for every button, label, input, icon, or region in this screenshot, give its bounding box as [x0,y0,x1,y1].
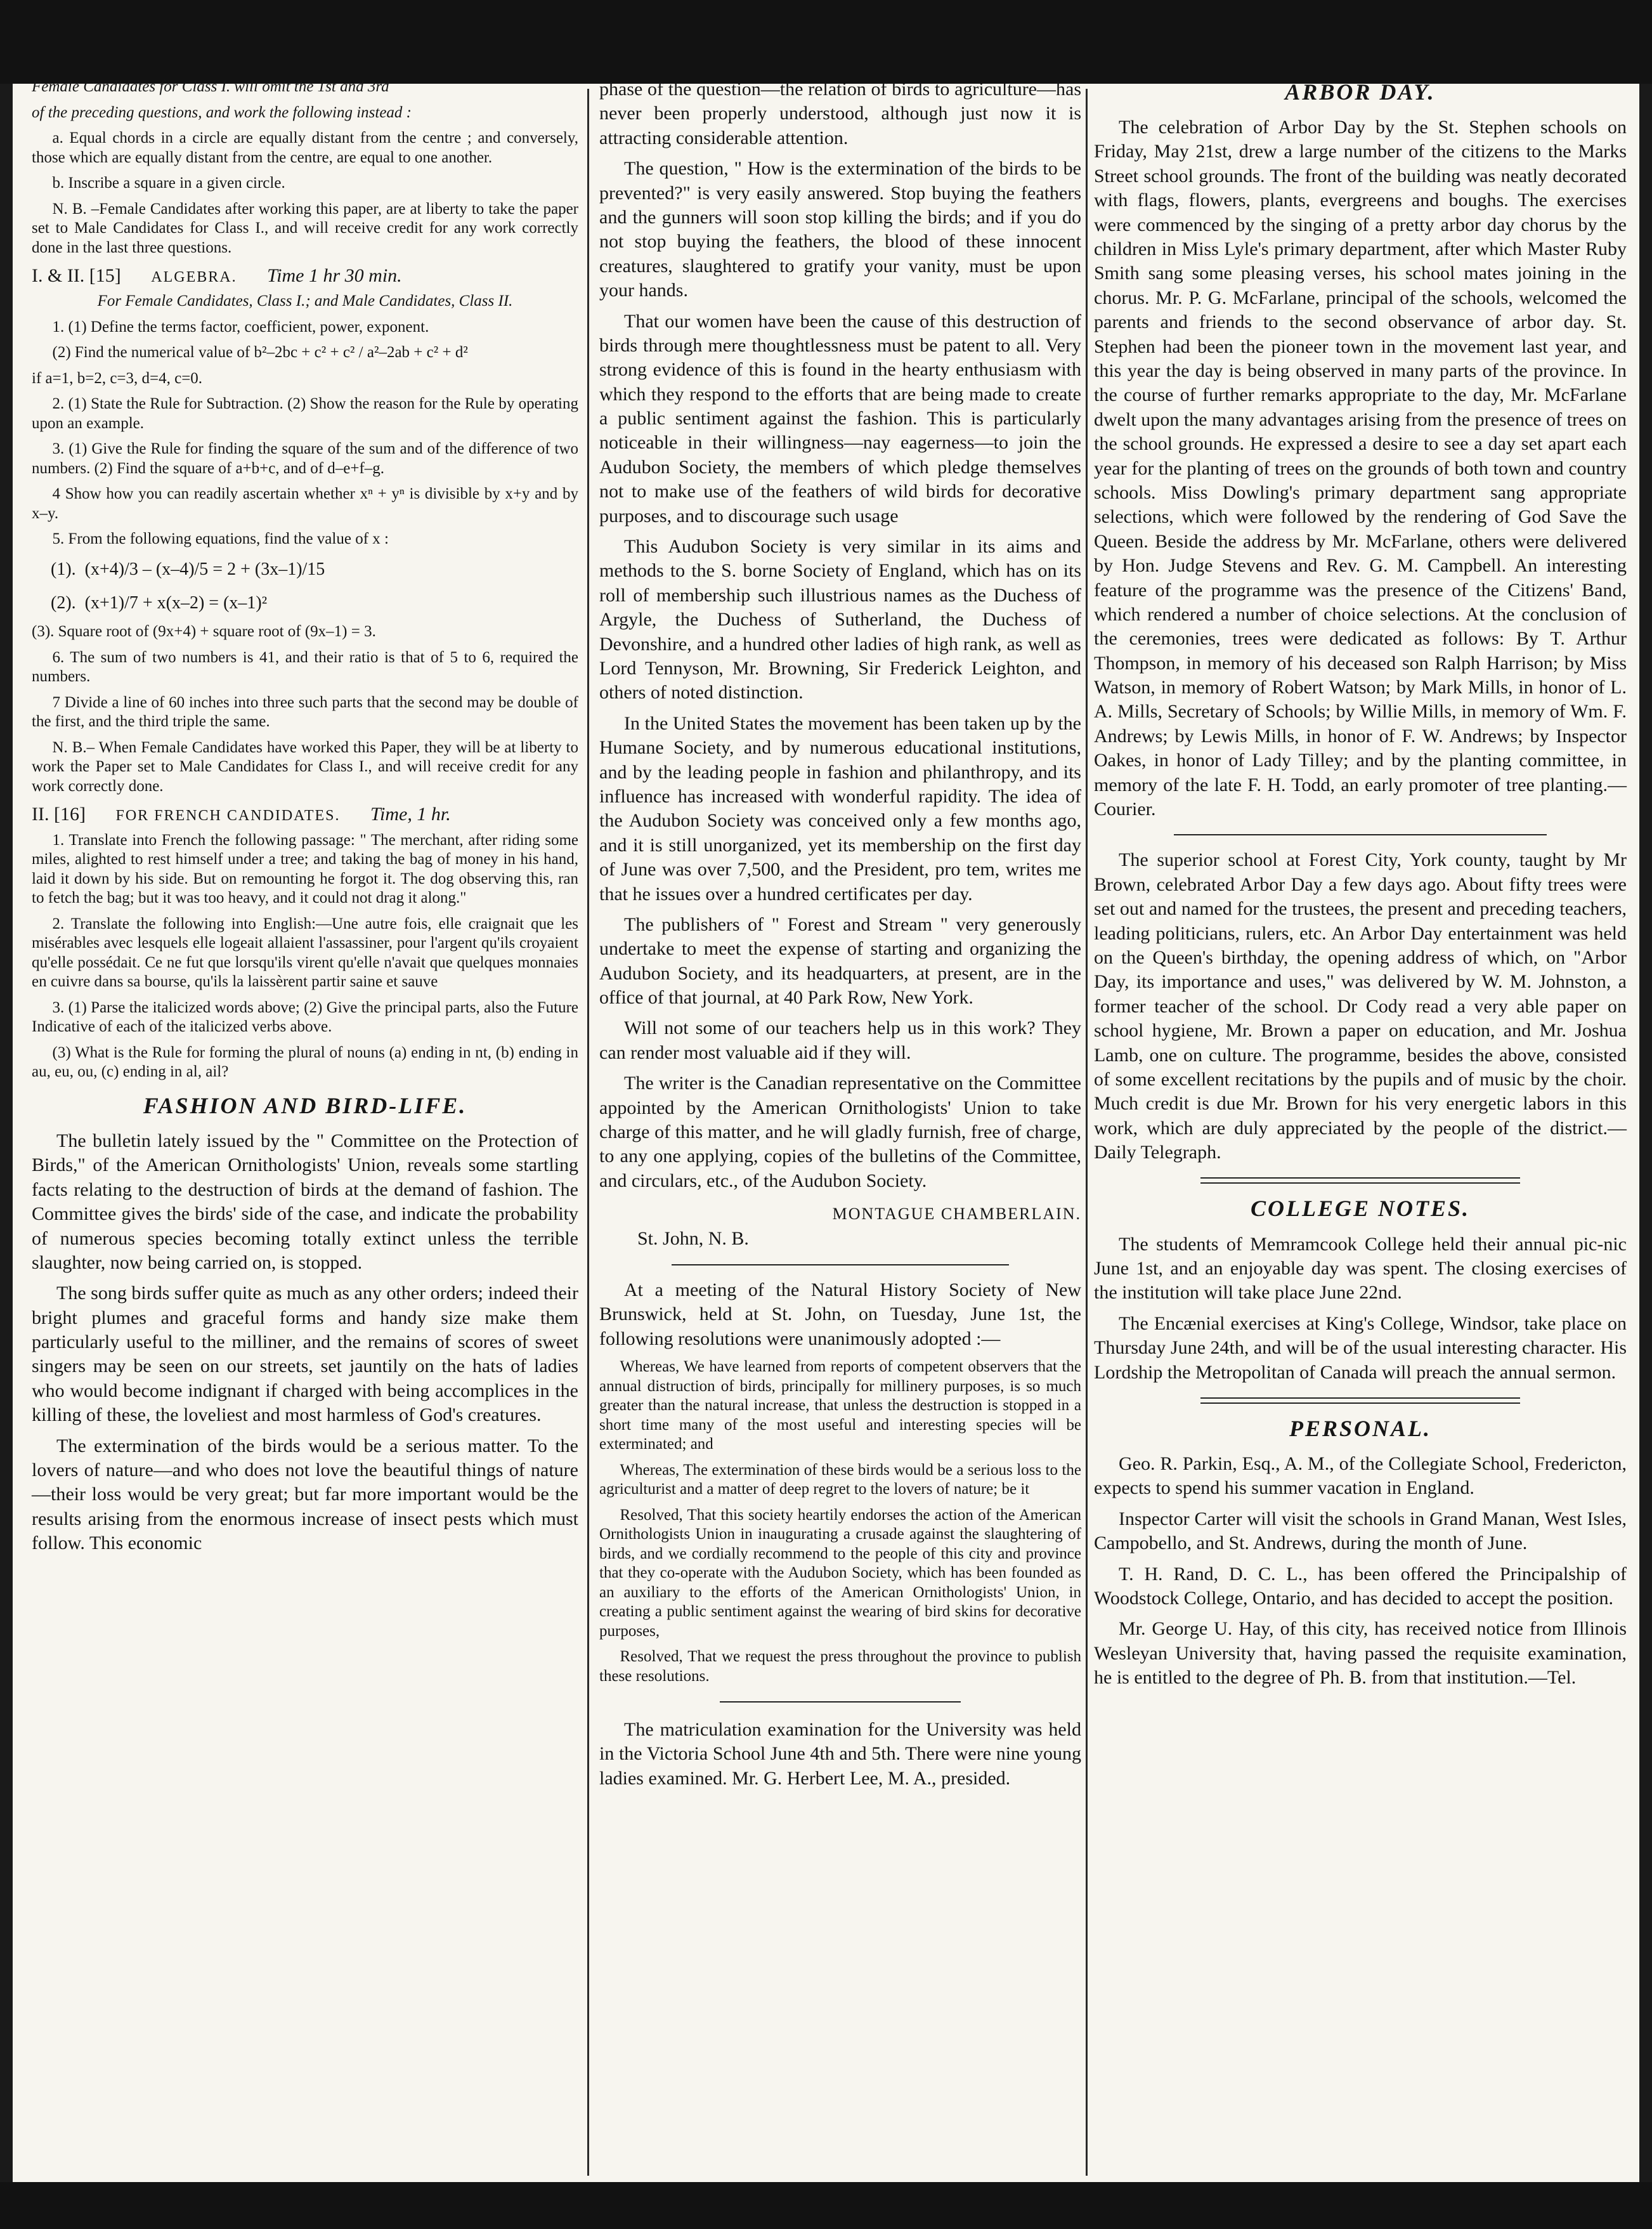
fashion-continued-4: This Audubon Society is very similar in its aims and methods to the S. borne Society of England, which has on its roll of membership such illustrious names as the Duchess of Argyle, the Duchess of Sutherland, the Duchess of Devonshire, and a hundred other ladies of high rank, as well as Lord Tennyson, Mr. Browning, Sir Frederick Leighton, and others of noted distinction. [599,536,1081,703]
scan-border-top [0,0,1652,84]
personal-note-3: T. H. Rand, D. C. L., has been offered the Principalship of Woodstock College, Ontario, and has decided to accept the position. [1094,1563,1627,1609]
scan-border-left [0,84,13,2182]
algebra-q5: 5. From the following equations, find the value of x : [52,530,389,548]
section-subtitle: For Female Candidates, Class I.; and Male Candidates, Class II. [97,292,513,310]
arbor-paragraph-2: The superior school at Forest City, York county, taught by Mr Brown, celebrated Arbor Day a few days ago. About fifty trees were set out and named for the trustees, the present and preceding teachers, leading politicians, rulers, etc. An Arbor Day entertainment was held on the Queen's birthday, the opening address of which, on "Arbor Day, its importance and uses," was delivered by W. M. Johnston, a former teacher of the school. Dr Cody read a very able paper on school hygiene, Mr. Brown a paper on education, and Mr. Joshua Lamb, one on culture. The programme, besides the above, consisted of some excellent recitations by the pupils and of music by the choir. Much credit is due Mr. Brown for his very energetic labors in this work, which are duly appreciated by the people of the district.—Daily Telegraph. [1094,849,1627,1163]
french-section-header [32,802,578,827]
fashion-continued-6: The publishers of " Forest and Stream " very generously undertake to meet the expense of starting and organizing the Audubon Society, and its headquarters, at present, are in the office of that journal, at 40 Park Row, New York. [599,913,1081,1009]
section-time: Time, 1 hr. [370,804,451,825]
divider [672,1264,1009,1265]
french-q1: 1. Translate into French the following passage: " The merchant, after riding some miles, alighted to rest himself under a tree; and taking the bag of money in his hand, laid it down by his side. But on remounting he forgot it. The dog observing this, ran to fetch the bag; but it was too heavy, and it could not drag it along." [32,831,578,907]
fashion-continued-2: The question, " How is the extermination of the birds to be prevented?" is very easily answered. Stop buying the feathers and the gunners will soon stop killing the birds; and if you do not stop buying the feathers, the blood of these innocent creatures, slaughtered to gratify your vanity, must be upon your hands. [599,158,1081,301]
algebra-q1: 1. (1) Define the terms factor, coefficient, power, exponent. [52,318,429,336]
divider [1200,1177,1520,1184]
nhs-meeting-paragraph: At a meeting of the Natural History Society of New Brunswick, held at St. John, on Tuesday, June 1st, the following resolutions were unanimously adopted :— [599,1279,1081,1349]
fashion-continued-1: phase of the question—the relation of birds to agriculture—has never been properly understood, although just now it is attracting considerable attention. [599,79,1081,148]
college-note-1: The students of Memramcook College held their annual pic-nic June 1st, and an enjoyable day was spent. The closing exercises of the institution will take place June 22nd. [1094,1233,1627,1304]
section-id: I. & II. [15] [32,265,121,286]
scan-border-bottom [0,2182,1652,2229]
fashion-paragraph-3: The extermination of the birds would be a serious matter. To the lovers of nature—and who does not love the beautiful things of nature—their loss would be very great; but far more important would be the results arising from the enormous increase of insect pests which must follow. This economic [32,1435,578,1554]
fashion-continued-8: The writer is the Canadian representative on the Committee appointed by the American Ornithologists' Union to take charge of this matter, and he will gladly furnish, free of charge, to any one applying, copies of the bulletins of the Committee, and circulars, etc., of the Audubon Society. [599,1073,1081,1191]
matriculation-paragraph: The matriculation examination for the University was held in the Victoria School June 4th and 5th. There were nine young ladies examined. Mr. G. Herbert Lee, M. A., presided. [599,1719,1081,1789]
section-time: Time 1 hr 30 min. [267,265,402,286]
arbor-paragraph-1: The celebration of Arbor Day by the St. Stephen schools on Friday, May 21st, drew a large number of the citizens to the Marks Street school grounds. The front of the building was neatly decorated with flags, flowers, plants, evergreens and boughs. The exercises were commenced by the singing of a pretty arbor day chorus by the children in Miss Lyle's primary department, after which Master Ruby Smith sang some pleasing verses, his school mates joining in the chorus. Mr. P. G. McFarlane, principal of the schools, welcomed the parents and friends to the second observance of arbor day. St. Stephen had been the pioneer town in the movement last year, and this year the day is being observed in many parts of the province. In the course of further remarks appropriate to the day, Mr. McFarlane dwelt upon the many advantages arising from the presence of trees on the school grounds. He expressed a desire to see a day set apart each year for the planting of trees on the grounds of both town and country schools. Miss Dowling's primary department sang appropriate selections, which were followed by the rendering of God Save the Queen. Beside the address by Mr. McFarlane, others were delivered by Hon. Judge Stevens and Rev. G. M. Campbell. An interesting feature of the programme was the presence of the Citizens' Band, which rendered a number of choice selections. At the conclusion of the ceremonies, trees were dedicated as follows: By T. Arthur Thompson, in memory of his deceased son Ralph Harrison; by Miss Watson, in memory of Robert Watson; by Mark Mills, in honor of L. A. Mills, Secretary of Schools; by Willie Mills, in memory of Wm. F. Andrews; by Lewis Mills, in honor of F. W. Andrews; by Inspector Oakes, in honor of Lady Tilley; and by the planting committee, in memory of the late F. H. Todd, an early promoter of tree planting.—Courier. [1094,117,1627,820]
divider [1174,834,1547,835]
personal-note-2: Inspector Carter will visit the schools in Grand Manan, West Isles, Campobello, and St. Andrews, during the month of June. [1094,1508,1627,1554]
question-a: a. Equal chords in a circle are equally distant from the centre ; and conversely, those which are equally distant from the centre, are equal to one another. [32,129,578,166]
resolution-4: Resolved, That we request the press throughout the province to publish these resolutions. [599,1648,1081,1685]
algebra-q1-values: if a=1, b=2, c=3, d=4, c=0. [32,369,203,387]
fashion-continued-3: That our women have been the cause of this destruction of birds through mere thoughtlessness must be patent to all. Very strong evidence of this is found in the hearty enthusiasm with which they respond to the efforts that are being made to create a public sentiment against the fashion. This is particularly noticeable in their willingness—nay eagerness—to join the Audubon Society, the members of which pledge themselves not to make use of the feathers of wild birds for decorative purposes, and to discourage such usage [599,310,1081,526]
fashion-continued-5: In the United States the movement has been taken up by the Humane Society, and by numerous educational institutions, and by the leading people in fashion and philanthropy, and its influence has increased with wonderful rapidity. The idea of the Audubon Society was conceived only a few months ago, and it is still unorganized, yet its membership on the first day of June was over 7,500, and the President, pro tem, writes me that he issues over a hundred certificates per day. [599,712,1081,905]
fashion-paragraph-1: The bulletin lately issued by the " Committee on the Protection of Birds," of the American Ornithologists' Union, reveals some startling facts relating to the destruction of birds at the demand of fashion. The Committee gives the birds' side of the case, and indicate the probability of numerous species becoming totally extinct unless the terrible slaughter, now being carried on, is stopped. [32,1130,578,1273]
section-title-college-notes: COLLEGE NOTES. [1250,1196,1471,1222]
algebra-q3: 3. (1) Give the Rule for finding the square of the sum and of the difference of two numbers. (2) Find the square of a+b+c, and of d–e+f–g. [32,440,578,477]
note-female-candidates: N. B. –Female Candidates after working this paper, are at liberty to take the paper set to Male Candidates for Class I., and will receive credit for any work correctly done in the last three questions. [32,200,578,256]
resolution-3: Resolved, That this society heartily endorses the action of the American Ornithologists Union in inaugurating a crusade against the slaughtering of birds, and we cordially recommend to the people of this city and province that they co-operate with the Audubon Society, which has been founded as an auxiliary to the efforts of the American Ornithologists' Union, in creating a public sentiment against the wearing of bird skins for decorative purposes, [599,1506,1081,1640]
algebra-q6: 6. The sum of two numbers is 41, and their ratio is that of 5 to 6, required the numbers. [32,648,578,686]
algebra-q7: 7 Divide a line of 60 inches into three such parts that the second may be double of the first, and the third triple the same. [32,693,578,731]
column-right [1094,79,1627,2176]
section-title: ALGEBRA. [151,269,237,285]
section-title-personal: PERSONAL. [1289,1415,1432,1441]
column-rule [587,89,589,2176]
question-b: b. Inscribe a square in a given circle. [52,174,285,192]
note-female-candidates-2: N. B.– When Female Candidates have worked this Paper, they will be at liberty to work the Paper set to Male Candidates for Class I., and will receive credit for any work correctly done. [32,738,578,795]
french-q2: 2. Translate the following into English:—Une autre fois, elle craignait que les misérables avec lesquels elle logeait allaient l'assassiner, pour l'argent qu'ils croyaient qu'elle possédait. Ce ne fut que lorsqu'ils virent qu'elle n'avait que quelques monnaies en cuivre dans sa bourse, qu'ils la laissèrent partir saine et sauve [32,915,578,991]
personal-note-4: Mr. George U. Hay, of this city, has received notice from Illinois Wesleyan University that, having passed the requisite examination, he is entitled to the degree of Ph. B. from that institution.—Tel. [1094,1618,1627,1689]
article-title-arbor-day: ARBOR DAY. [1285,79,1436,105]
article-title-fashion: FASHION AND BIRD-LIFE. [143,1092,467,1118]
french-q3-3: (3) What is the Rule for forming the plural of nouns (a) ending in nt, (b) ending in au, eu, ou, (c) ending in al, ail? [32,1043,578,1081]
equation-2: (2). (x+1)/7 + x(x–2) = (x–1)² [51,592,268,613]
algebra-q2: 2. (1) State the Rule for Subtraction. (2) Show the reason for the Rule by operating upon an example. [32,395,578,432]
author-signature: MONTAGUE CHAMBERLAIN. [832,1205,1081,1224]
algebra-section-header [32,264,578,288]
equation-1: (1). (x+4)/3 – (x–4)/5 = 2 + (3x–1)/15 [51,559,325,579]
column-middle [599,79,1081,2176]
instruction-cut-line: Female Candidates for Class I. will omit the 1st and 3rd [32,78,389,95]
scan-border-right [1639,84,1652,2182]
instruction-line: of the preceding questions, and work the following instead : [32,103,412,121]
column-left [32,78,578,2176]
french-q3: 3. (1) Parse the italicized words above; (2) Give the principal parts, also the Future Indicative of each of the italicized verbs above. [32,998,578,1036]
fashion-paragraph-2: The song birds suffer quite as much as any other orders; indeed their bright plumes and graceful forms and handy size make them particularly useful to the milliner, and the remains of scores of sweet singers may be seen on our streets, set jauntily on the hats of ladies who would become indignant if charged with being accomplices in the killing of these, the loveliest and most harmless of God's creatures. [32,1283,578,1426]
algebra-q1-2: (2) Find the numerical value of b²–2bc + c² + c² / a²–2ab + c² + d² [52,344,468,362]
personal-note-1: Geo. R. Parkin, Esq., A. M., of the Collegiate School, Fredericton, expects to spend his summer vacation in England. [1094,1453,1627,1499]
equation-3: (3). Square root of (9x+4) + square root of (9x–1) = 3. [32,623,376,641]
section-title: FOR FRENCH CANDIDATES. [115,807,341,825]
section-id: II. [16] [32,804,86,825]
algebra-q4: 4 Show how you can readily ascertain whether xⁿ + yⁿ is divisible by x+y and by x–y. [32,485,578,522]
author-place: St. John, N. B. [637,1228,749,1250]
resolution-2: Whereas, The extermination of these birds would be a serious loss to the agriculturist and a matter of deep regret to the lovers of nature; be it [599,1461,1081,1498]
college-note-2: The Encænial exercises at King's College, Windsor, take place on Thursday June 24th, and will be of the usual interesting character. His Lordship the Metropolitan of Canada will preach the annual sermon. [1094,1312,1627,1383]
fashion-continued-7: Will not some of our teachers help us in this work? They can render most valuable aid if they will. [599,1017,1081,1063]
divider [1200,1397,1520,1404]
resolution-1: Whereas, We have learned from reports of competent observers that the annual distruction of birds, principally for millinery purposes, is so much greater than the natural increase, that unless the destruction is stopped in a short time many of the most useful and interesting species will be exterminated; and [599,1358,1081,1453]
column-rule [1086,89,1088,2176]
divider [720,1701,961,1703]
